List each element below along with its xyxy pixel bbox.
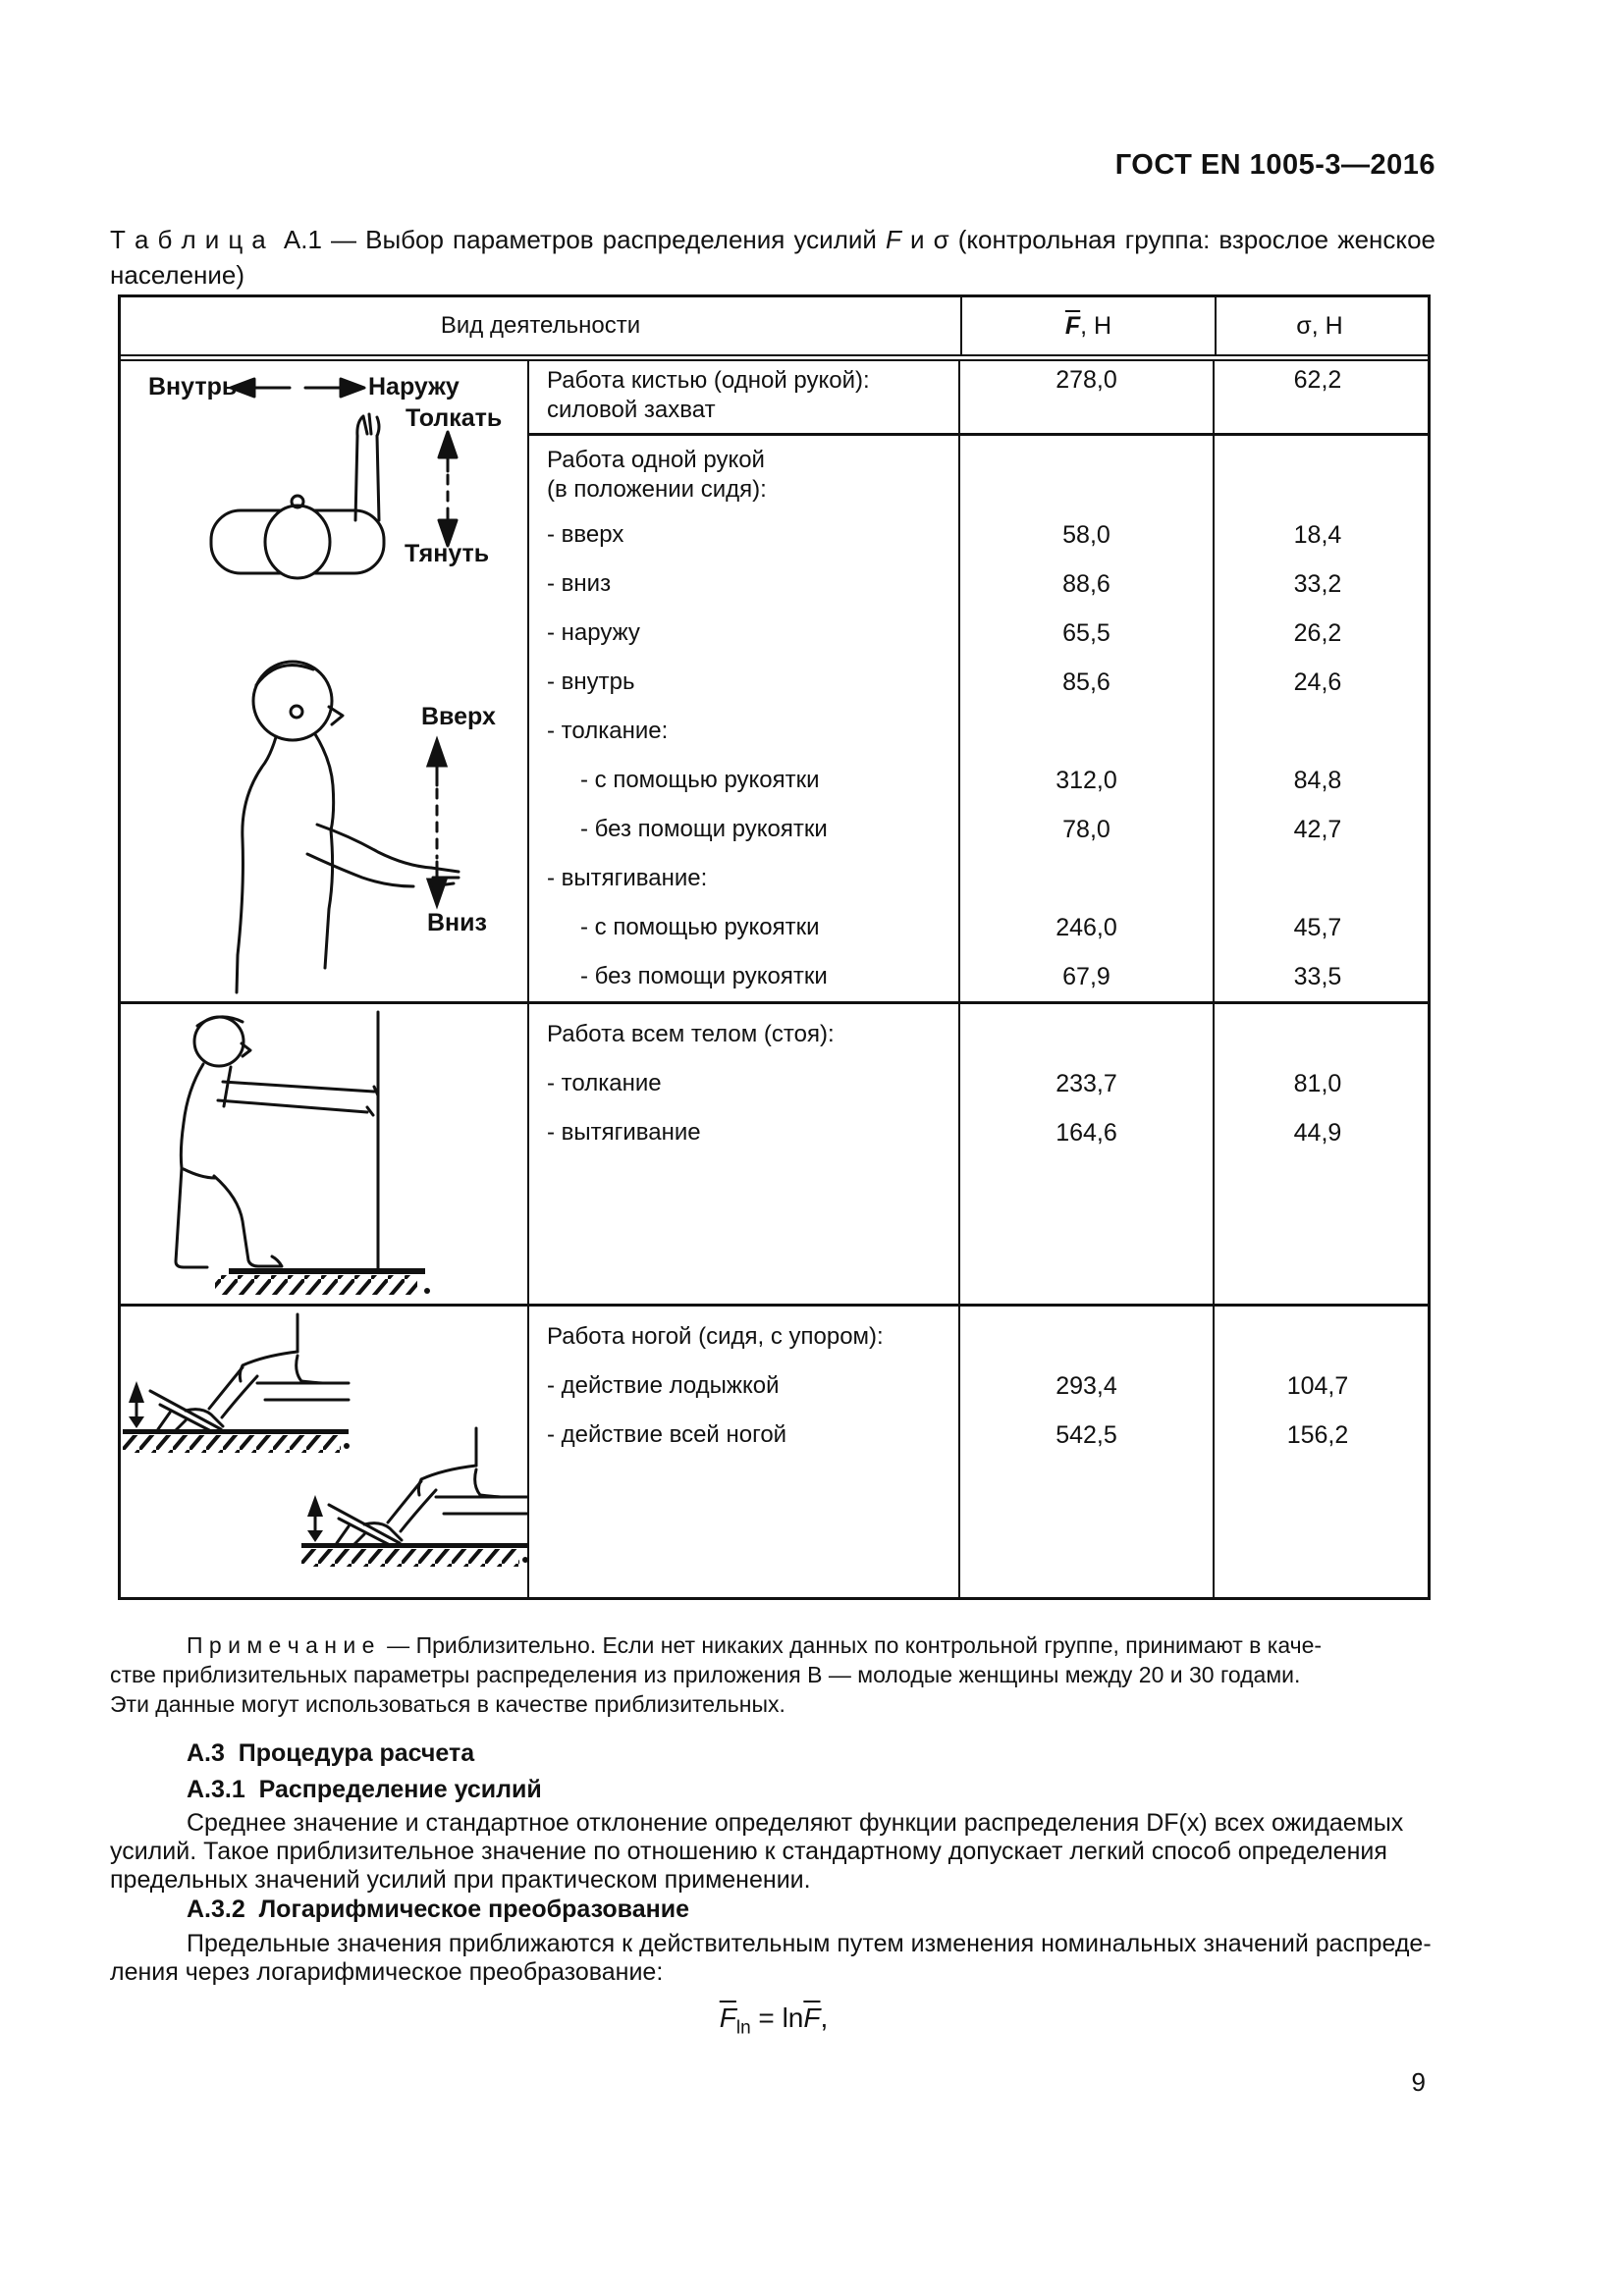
sigma-value: 45,7 (1213, 903, 1421, 952)
f-value: 58,0 (958, 510, 1213, 560)
f-value (958, 1460, 1213, 1597)
table-group-whole-body (121, 1001, 1428, 1304)
sigma-value: 62,2 (1213, 361, 1421, 433)
label-push: Толкать (406, 404, 503, 432)
table-row (529, 1004, 1428, 1059)
log-transform-formula (110, 2002, 1437, 2040)
activity-label: Работа всем телом (стоя): (547, 1021, 835, 1047)
sigma-value: 156,2 (1213, 1411, 1421, 1460)
activity-label: - действие всей ногой (547, 1421, 787, 1448)
f-value (958, 854, 1213, 903)
f-value: 65,5 (958, 609, 1213, 658)
sigma-value: 42,7 (1213, 805, 1421, 854)
activity-label: - действие лодыжкой (547, 1372, 780, 1399)
table-row (529, 1411, 1428, 1460)
f-value: 278,0 (958, 361, 1213, 433)
f-value: 233,7 (958, 1059, 1213, 1108)
f-value: 246,0 (958, 903, 1213, 952)
activity-label: Работа ногой (сидя, с упором): (547, 1323, 884, 1350)
leg-pedal-illustration (121, 1307, 529, 1597)
table-header-row (121, 297, 1428, 354)
table-caption-text: Выбор параметров распределения усилий (365, 225, 886, 254)
label-pull: Тянуть (405, 540, 490, 567)
sigma-value: 26,2 (1213, 609, 1421, 658)
table-row (529, 658, 1428, 707)
table-row (529, 756, 1428, 805)
formula-comma: , (820, 2002, 829, 2033)
table-row (529, 436, 1428, 510)
activity-label: - наружу (547, 619, 640, 646)
standing-push-illustration (121, 1004, 529, 1304)
table-caption-text2: и σ (контрольная группа: взрослое женское население) (110, 225, 1435, 290)
f-value: 88,6 (958, 560, 1213, 609)
f-value (958, 1004, 1213, 1059)
leg-rows (529, 1307, 1428, 1597)
sigma-value: 104,7 (1213, 1362, 1421, 1411)
sigma-value (1213, 1460, 1421, 1597)
header-double-rule (121, 354, 1428, 361)
leg-figure-drawing (121, 1307, 529, 1595)
col-header-activity: Вид деятельности (440, 312, 641, 339)
table-row (529, 903, 1428, 952)
f-unit: , Н (1080, 311, 1112, 340)
activity-label: - внутрь (547, 668, 635, 695)
table-row (529, 805, 1428, 854)
table-row (529, 952, 1428, 1001)
col-header-mean-force (960, 297, 1215, 354)
f-value (958, 707, 1213, 756)
f-bar-symbol: $\overline{F}$ (1064, 311, 1081, 340)
sigma-value: 33,2 (1213, 560, 1421, 609)
table-group-leg (121, 1304, 1428, 1597)
sigma-value (1213, 854, 1421, 903)
table-row-filler (529, 1460, 1428, 1597)
activity-label: - без помощи рукоятки (580, 963, 828, 989)
sigma-value (1213, 1157, 1421, 1304)
f-value (958, 436, 1213, 510)
formula-equals: = ln (750, 2002, 804, 2033)
paragraph-line: ления через логарифмическое преобразование: (110, 1958, 664, 1986)
sigma-value (1213, 1307, 1421, 1362)
table-row (529, 854, 1428, 903)
page-number: 9 (1411, 2067, 1426, 2097)
sigma-value: 81,0 (1213, 1059, 1421, 1108)
standing-figure-drawing (121, 1004, 529, 1304)
paragraph-line: усилий. Такое приблизительное значение по отношению к стандартному допускает легкий способ определения (110, 1838, 1387, 1865)
f-value (958, 1307, 1213, 1362)
activity-label: - вытягивание: (547, 865, 708, 891)
f-value: 67,9 (958, 952, 1213, 1001)
table-row (529, 1362, 1428, 1411)
force-symbol: F (886, 225, 901, 254)
activity-label: - толкание (547, 1070, 662, 1096)
f-value: 312,0 (958, 756, 1213, 805)
heading-a3: А.3 Процедура расчета (187, 1739, 475, 1767)
note-line: стве приблизительных параметры распределения из приложения В — молодые женщины между 20 и 30 годами. (110, 1662, 1301, 1687)
paragraph-a31 (110, 1809, 1437, 1895)
activity-label-line2: (в положении сидя): (547, 476, 767, 503)
f-value: 542,5 (958, 1411, 1213, 1460)
formula-subscript: ln (735, 2017, 751, 2039)
table-row (529, 361, 1428, 436)
activity-label (529, 361, 958, 425)
sigma-value: 24,6 (1213, 658, 1421, 707)
activity-label-line2: силовой захват (547, 397, 716, 423)
activity-label: - без помощи рукоятки (580, 816, 828, 842)
col-header-sigma: σ, Н (1215, 297, 1423, 354)
f-bar-ln-symbol: $\overline{F}$ (719, 2002, 736, 2033)
label-down: Вниз (427, 909, 487, 936)
force-parameters-table (118, 294, 1431, 1600)
activity-label: - толкание: (547, 718, 669, 744)
paragraph-a32 (110, 1930, 1437, 1987)
table-row (529, 1307, 1428, 1362)
table-row (529, 609, 1428, 658)
activity-label (529, 436, 958, 505)
f-value: 78,0 (958, 805, 1213, 854)
activity-label: - вниз (547, 570, 612, 597)
doc-code: ГОСТ EN 1005-3—2016 (1114, 149, 1435, 181)
f-value: 85,6 (958, 658, 1213, 707)
table-caption (110, 222, 1435, 293)
sigma-value: 44,9 (1213, 1108, 1421, 1157)
table-row (529, 1059, 1428, 1108)
paragraph-line: Предельные значения приближаются к действительным путем изменения номинальных значений распреде- (187, 1930, 1432, 1957)
table-row-filler (529, 1157, 1428, 1304)
activity-label: - вверх (547, 521, 624, 548)
arm-rows (529, 361, 1428, 1001)
sigma-value: 84,8 (1213, 756, 1421, 805)
note-line: Эти данные могут использоваться в качестве приблизительных. (110, 1691, 785, 1717)
whole-body-rows (529, 1004, 1428, 1304)
table-group-arm (121, 361, 1428, 1001)
activity-label: - с помощью рукоятки (580, 767, 820, 793)
table-caption-label: Т а б л и ц а А.1 — (110, 225, 366, 254)
label-inward: Внутрь (148, 373, 238, 400)
activity-label: - с помощью рукоятки (580, 914, 820, 940)
activity-label-line1: Работа одной рукой (547, 447, 765, 473)
sigma-value (1213, 707, 1421, 756)
f-value (958, 1157, 1213, 1304)
activity-label: - вытягивание (547, 1119, 701, 1146)
f-bar-symbol2: $\overline{F}$ (803, 2002, 821, 2033)
sigma-value (1213, 436, 1421, 510)
table-note (110, 1630, 1437, 1719)
table-row (529, 707, 1428, 756)
arm-directions-illustration (121, 361, 529, 1001)
heading-a32: А.3.2 Логарифмическое преобразование (187, 1896, 689, 1923)
table-row (529, 510, 1428, 560)
arm-figure-drawing (121, 361, 529, 1001)
paragraph-line: Среднее значение и стандартное отклонение определяют функции распределения DF(x) всех ожидаемых (187, 1809, 1404, 1837)
paragraph-line: предельных значений усилий при практическом применении. (110, 1866, 811, 1894)
label-outward: Наружу (368, 373, 460, 400)
f-value: 164,6 (958, 1108, 1213, 1157)
sigma-value: 18,4 (1213, 510, 1421, 560)
sigma-value (1213, 1004, 1421, 1059)
f-value: 293,4 (958, 1362, 1213, 1411)
label-up: Вверх (421, 703, 496, 730)
heading-a31: А.3.1 Распределение усилий (187, 1776, 542, 1803)
note-line: П р и м е ч а н и е — Приблизительно. Если нет никаких данных по контрольной группе, принимают в каче- (187, 1632, 1323, 1658)
activity-label-line1: Работа кистью (одной рукой): (547, 367, 870, 394)
table-row (529, 1108, 1428, 1157)
table-row (529, 560, 1428, 609)
sigma-value: 33,5 (1213, 952, 1421, 1001)
